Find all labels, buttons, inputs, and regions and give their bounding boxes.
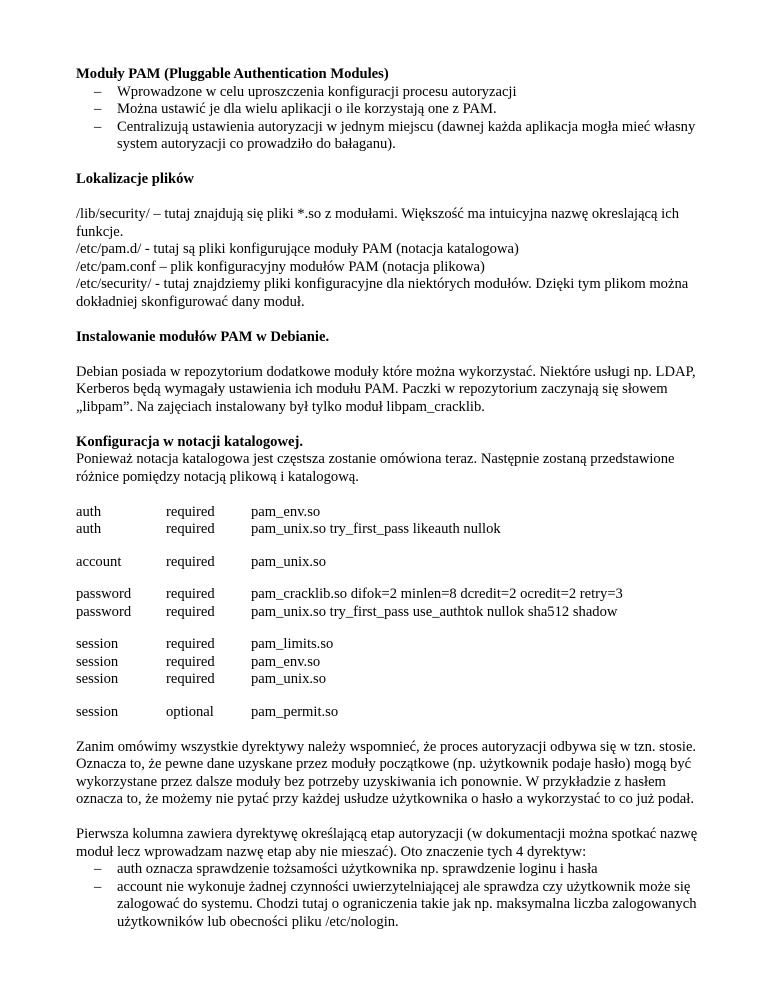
catalog-paragraph: Ponieważ notacja katalogowa jest częstsza zostanie omówiona teraz. Następnie zostaną przedstawione różnice pomiędzy notacją plikową i katalogową. xyxy=(76,451,675,485)
list-item: – Można ustawić je dla wielu aplikacji o ile korzystają one z PAM. xyxy=(76,101,698,119)
locations-paragraph xyxy=(76,206,698,311)
type-column xyxy=(76,554,166,572)
config-control: required xyxy=(166,586,215,602)
module-column xyxy=(251,554,698,572)
module-column xyxy=(251,704,698,722)
config-type: session xyxy=(76,636,119,652)
pam-config-listing xyxy=(76,504,698,722)
config-control: required xyxy=(166,553,215,570)
config-module: pam_unix.so xyxy=(251,671,326,687)
list-item: – auth oznacza sprawdzenie tożsamości użytkownika np. sprawdzenie loginu i hasła xyxy=(76,861,698,879)
config-type: session xyxy=(76,703,119,720)
config-group-session xyxy=(76,636,698,689)
document-body xyxy=(76,66,698,931)
config-control: required xyxy=(166,671,215,687)
config-control: required xyxy=(166,603,215,620)
config-module: pam_limits.so xyxy=(251,636,334,652)
location-line: /lib/security/ – tutaj znajdują się pliki *.so z modułami. Większość ma intuicyjna nazwę okreslającą ich funkcje. xyxy=(76,206,679,240)
type-column xyxy=(76,704,166,722)
config-control: required xyxy=(166,636,215,652)
config-type: account xyxy=(76,553,122,570)
location-line: /etc/pam.conf – plik konfiguracyjny modułów PAM (notacja plikowa) xyxy=(76,258,485,275)
config-group-session-optional xyxy=(76,704,698,722)
config-module: pam_env.so xyxy=(251,503,321,520)
directive-bullet-list xyxy=(76,861,698,931)
config-module: pam_env.so xyxy=(251,653,321,670)
config-module: pam_cracklib.so difok=2 minlen=8 dcredit=2 ocredit=2 retry=3 xyxy=(251,586,623,602)
install-heading: Instalowanie modułów PAM w Debianie. xyxy=(76,328,330,345)
config-module: pam_unix.so try_first_pass use_authtok nullok sha512 shadow xyxy=(251,603,618,620)
control-column xyxy=(166,504,251,539)
stack-paragraph: Zanim omówimy wszystkie dyrektywy należy wspomnieć, że proces autoryzacji odbywa się w tzn. stosie. Oznacza to, że pewne dane uzyskane przez moduły początkowe (np. użytkownik podaje hasło) mogą być wykorzystane przez dalsze moduły bez potrzeby uzyskiwania ich ponownie. W przykładzie z hasłem oznacza to, że możemy nie pytać przy każdej usłudze użytkownika o hasło a wykorzystać to co już podał. xyxy=(76,738,697,807)
config-group-account xyxy=(76,554,698,572)
install-paragraph: Debian posiada w repozytorium dodatkowe moduły które można wykorzystać. Niektóre usługi np. LDAP, Kerberos będą wymagały ustawienia ich modułu PAM. Paczki w repozytorium zaczynają się słowem „libpam”. Na zajęciach instalowany był tylko moduł libpam_cracklib. xyxy=(76,363,696,415)
location-line: /etc/security/ - tutaj znajdziemy pliki konfiguracyjne dla niektórych modułów. Dzięki tym plikom można dokładniej skonfigurować dany moduł. xyxy=(76,276,689,310)
config-control: required xyxy=(166,521,215,537)
config-control: required xyxy=(166,503,215,520)
config-type: password xyxy=(76,603,132,620)
page-title: Moduły PAM (Pluggable Authentication Modules) xyxy=(76,66,389,82)
config-group-password xyxy=(76,586,698,621)
config-module: pam_permit.so xyxy=(251,703,339,720)
config-control: required xyxy=(166,653,215,670)
config-group-auth xyxy=(76,504,698,539)
catalog-heading: Konfiguracja w notacji katalogowej. xyxy=(76,433,303,450)
type-column xyxy=(76,504,166,539)
locations-heading: Lokalizacje plików xyxy=(76,171,194,187)
module-column xyxy=(251,504,698,539)
control-column xyxy=(166,636,251,689)
module-column xyxy=(251,636,698,689)
control-column xyxy=(166,704,251,722)
config-type: session xyxy=(76,671,119,687)
control-column xyxy=(166,554,251,572)
list-item: – Wprowadzone w celu uproszczenia konfiguracji procesu autoryzacji xyxy=(76,84,698,102)
list-item: – Centralizują ustawienia autoryzacji w jednym miejscu (dawnej każda aplikacja mogła mieć własny system autoryzacji co prowadziło do bałaganu). xyxy=(76,119,698,154)
location-line: /etc/pam.d/ - tutaj są pliki konfigurujące moduły PAM (notacja katalogowa) xyxy=(76,241,519,257)
config-type: password xyxy=(76,586,132,602)
first-column-paragraph: Pierwsza kolumna zawiera dyrektywę określającą etap autoryzacji (w dokumentacji można spotkać nazwę moduł lecz wprowadzam nazwę etap aby nie mieszać). Oto znaczenie tych 4 dyrektyw: xyxy=(76,826,698,860)
type-column xyxy=(76,636,166,689)
config-type: auth xyxy=(76,503,102,520)
control-column xyxy=(166,586,251,621)
intro-bullet-list xyxy=(76,84,698,154)
config-type: session xyxy=(76,653,119,670)
config-control: optional xyxy=(166,703,214,720)
config-module: pam_unix.so xyxy=(251,553,326,570)
type-column xyxy=(76,586,166,621)
config-module: pam_unix.so try_first_pass likeauth nullok xyxy=(251,521,501,537)
config-type: auth xyxy=(76,521,102,537)
list-item: – account nie wykonuje żadnej czynności uwierzytelniającej ale sprawdza czy użytkownik może się zalogować do systemu. Chodzi tutaj o ograniczenia takie jak np. maksymalna liczba zalogowanych użytkowników lub obecności pliku /etc/nologin. xyxy=(76,879,698,932)
module-column xyxy=(251,586,698,621)
